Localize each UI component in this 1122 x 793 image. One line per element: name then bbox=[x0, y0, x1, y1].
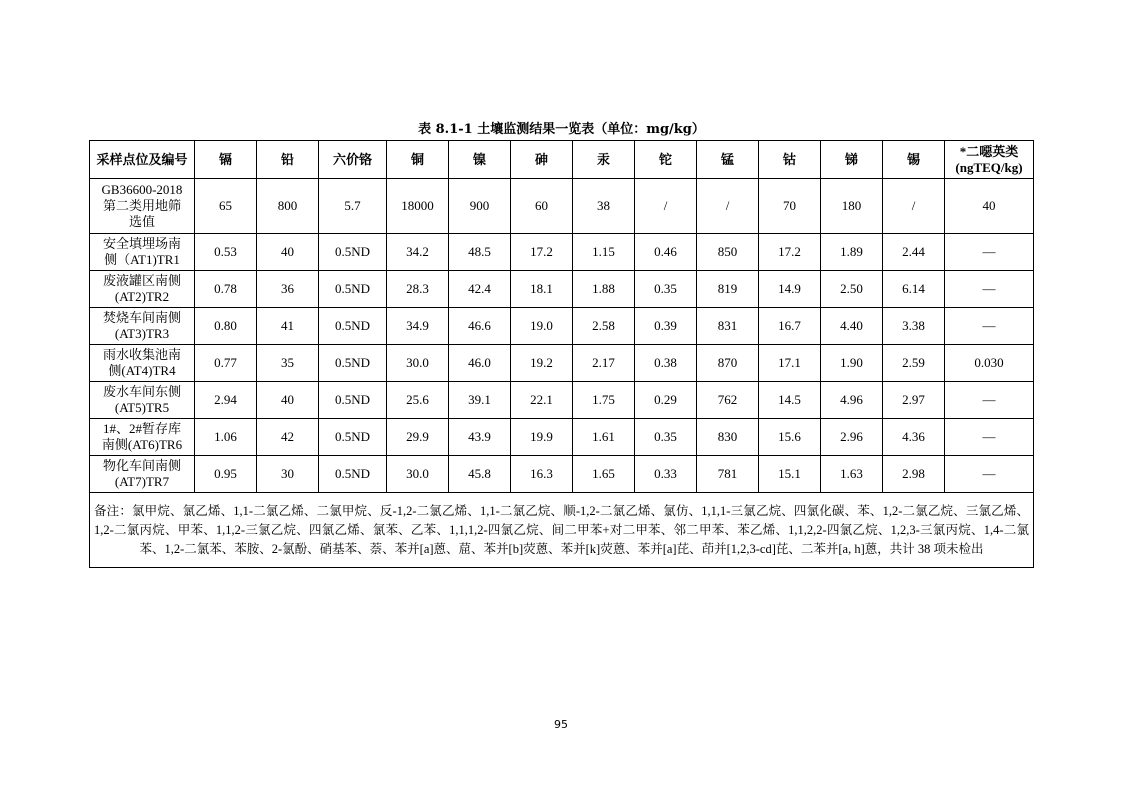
table-cell: 14.5 bbox=[759, 382, 821, 419]
table-cell: 35 bbox=[257, 345, 319, 382]
table-cell: 45.8 bbox=[449, 456, 511, 493]
table-cell: 30.0 bbox=[387, 345, 449, 382]
table-cell: 850 bbox=[697, 234, 759, 271]
table-cell: 38 bbox=[573, 179, 635, 234]
table-cell: 19.9 bbox=[511, 419, 573, 456]
table-cell: 70 bbox=[759, 179, 821, 234]
header-column: 铅 bbox=[257, 141, 319, 179]
table-row bbox=[90, 382, 1034, 419]
table-cell: 65 bbox=[195, 179, 257, 234]
row-label: 雨水收集池南 侧(AT4)TR4 bbox=[90, 345, 195, 382]
note-row bbox=[90, 493, 1034, 568]
table-cell: — bbox=[945, 419, 1034, 456]
table-cell: 17.2 bbox=[759, 234, 821, 271]
table-cell: 1.63 bbox=[821, 456, 883, 493]
table-cell: 0.030 bbox=[945, 345, 1034, 382]
table-cell: 0.5ND bbox=[319, 382, 387, 419]
table-cell: 2.50 bbox=[821, 271, 883, 308]
table-cell: 5.7 bbox=[319, 179, 387, 234]
table-row bbox=[90, 345, 1034, 382]
table-cell: 18000 bbox=[387, 179, 449, 234]
header-column: 铜 bbox=[387, 141, 449, 179]
table-cell: 762 bbox=[697, 382, 759, 419]
table-cell: 46.6 bbox=[449, 308, 511, 345]
table-cell: 2.44 bbox=[883, 234, 945, 271]
header-column: 钴 bbox=[759, 141, 821, 179]
table-cell: 1.06 bbox=[195, 419, 257, 456]
table-cell: 1.75 bbox=[573, 382, 635, 419]
header-column: *二噁英类 (ngTEQ/kg) bbox=[945, 141, 1034, 179]
table-cell: 40 bbox=[945, 179, 1034, 234]
table-cell: 30.0 bbox=[387, 456, 449, 493]
header-column: 六价铬 bbox=[319, 141, 387, 179]
table-cell: 1.15 bbox=[573, 234, 635, 271]
table-cell: 4.96 bbox=[821, 382, 883, 419]
header-column: 锰 bbox=[697, 141, 759, 179]
row-label: GB36600-2018 第二类用地筛 选值 bbox=[90, 179, 195, 234]
table-cell: 19.0 bbox=[511, 308, 573, 345]
table-cell: 43.9 bbox=[449, 419, 511, 456]
table-cell: — bbox=[945, 456, 1034, 493]
table-cell: 0.95 bbox=[195, 456, 257, 493]
row-label: 废液罐区南侧 (AT2)TR2 bbox=[90, 271, 195, 308]
table-row bbox=[90, 419, 1034, 456]
table-cell: 40 bbox=[257, 382, 319, 419]
table-caption: 表 8.1-1 土壤监测结果一览表（单位：mg/kg） bbox=[418, 122, 705, 137]
table-cell: 2.17 bbox=[573, 345, 635, 382]
table-cell: 2.97 bbox=[883, 382, 945, 419]
table-cell: 46.0 bbox=[449, 345, 511, 382]
table-cell: 29.9 bbox=[387, 419, 449, 456]
table-cell: 0.5ND bbox=[319, 234, 387, 271]
table-cell: 2.58 bbox=[573, 308, 635, 345]
table-cell: 0.33 bbox=[635, 456, 697, 493]
row-label: 1#、2#暂存库 南侧(AT6)TR6 bbox=[90, 419, 195, 456]
table-cell: 0.35 bbox=[635, 271, 697, 308]
row-label: 物化车间南侧 (AT7)TR7 bbox=[90, 456, 195, 493]
header-row bbox=[90, 141, 1034, 179]
table-cell: 1.61 bbox=[573, 419, 635, 456]
table-cell: 2.96 bbox=[821, 419, 883, 456]
table-cell: / bbox=[883, 179, 945, 234]
header-column: 铊 bbox=[635, 141, 697, 179]
table-cell: 900 bbox=[449, 179, 511, 234]
table-cell: — bbox=[945, 382, 1034, 419]
table-cell: 0.5ND bbox=[319, 456, 387, 493]
table-cell: 41 bbox=[257, 308, 319, 345]
table-cell: 0.39 bbox=[635, 308, 697, 345]
table-cell: 42 bbox=[257, 419, 319, 456]
table-cell: 0.38 bbox=[635, 345, 697, 382]
table-cell: 0.5ND bbox=[319, 419, 387, 456]
table-note: 备注：氯甲烷、氯乙烯、1,1-二氯乙烯、二氯甲烷、反-1,2-二氯乙烯、1,1-二氯乙烷、顺-1,2-二氯乙烯、氯仿、1,1,1-三氯乙烷、四氯化碳、苯、1,2-二氯乙烷、三氯乙烯、1,2-二氯丙烷、甲苯、1,1,2-三氯乙烷、四氯乙烯、氯苯、乙苯、1,1,1,2-四氯乙烷、间二甲苯+对二甲苯、邻二甲苯、苯乙烯、1,1,2,2-四氯乙烷、1,2,3-三氯丙烷、1,4-二氯苯、1,2-二氯苯、苯胺、2-氯酚、硝基苯、萘、苯并[a]蒽、䓛、苯并[b]荧蒽、苯并[k]荧蒽、苯并[a]芘、茚并[1,2,3-cd]芘、二苯并[a, h]蒽，共计 38 项未检出 bbox=[90, 493, 1034, 568]
table-cell: 34.2 bbox=[387, 234, 449, 271]
table-cell: 0.5ND bbox=[319, 345, 387, 382]
table-cell: 2.98 bbox=[883, 456, 945, 493]
table-cell: 0.5ND bbox=[319, 308, 387, 345]
table-cell: 6.14 bbox=[883, 271, 945, 308]
header-column: 镍 bbox=[449, 141, 511, 179]
row-label: 废水车间东侧 (AT5)TR5 bbox=[90, 382, 195, 419]
table-cell: 40 bbox=[257, 234, 319, 271]
table-row bbox=[90, 234, 1034, 271]
header-column: 镉 bbox=[195, 141, 257, 179]
table-cell: 22.1 bbox=[511, 382, 573, 419]
table-cell: 2.94 bbox=[195, 382, 257, 419]
table-cell: 3.38 bbox=[883, 308, 945, 345]
table-cell: — bbox=[945, 271, 1034, 308]
table-cell: 15.6 bbox=[759, 419, 821, 456]
row-label: 安全填埋场南 侧（AT1)TR1 bbox=[90, 234, 195, 271]
soil-monitoring-table bbox=[89, 140, 1034, 568]
row-label: 焚烧车间南侧 (AT3)TR3 bbox=[90, 308, 195, 345]
table-cell: 0.35 bbox=[635, 419, 697, 456]
table-cell: 2.59 bbox=[883, 345, 945, 382]
table-cell: 819 bbox=[697, 271, 759, 308]
table-cell: 60 bbox=[511, 179, 573, 234]
header-column: 砷 bbox=[511, 141, 573, 179]
table-cell: 0.78 bbox=[195, 271, 257, 308]
table-cell: 42.4 bbox=[449, 271, 511, 308]
table-cell: 4.40 bbox=[821, 308, 883, 345]
table-cell: 870 bbox=[697, 345, 759, 382]
table-cell: 0.53 bbox=[195, 234, 257, 271]
table-cell: 30 bbox=[257, 456, 319, 493]
table-cell: 0.80 bbox=[195, 308, 257, 345]
table-cell: 1.88 bbox=[573, 271, 635, 308]
table-cell: 830 bbox=[697, 419, 759, 456]
table-cell: 18.1 bbox=[511, 271, 573, 308]
header-sampling-point: 采样点位及编号 bbox=[90, 141, 195, 179]
table-cell: 25.6 bbox=[387, 382, 449, 419]
header-column: 汞 bbox=[573, 141, 635, 179]
header-column: 锑 bbox=[821, 141, 883, 179]
table-cell: — bbox=[945, 234, 1034, 271]
table-cell: 0.29 bbox=[635, 382, 697, 419]
standard-row bbox=[90, 179, 1034, 234]
table-cell: 0.77 bbox=[195, 345, 257, 382]
page-number: 95 bbox=[554, 718, 568, 731]
table-cell: 17.2 bbox=[511, 234, 573, 271]
table-cell: 15.1 bbox=[759, 456, 821, 493]
table-cell: 36 bbox=[257, 271, 319, 308]
table-cell: 19.2 bbox=[511, 345, 573, 382]
table-cell: 781 bbox=[697, 456, 759, 493]
table-cell: 831 bbox=[697, 308, 759, 345]
table-cell: 800 bbox=[257, 179, 319, 234]
table-cell: 1.90 bbox=[821, 345, 883, 382]
table-cell: 16.7 bbox=[759, 308, 821, 345]
table-cell: 0.5ND bbox=[319, 271, 387, 308]
table-cell: / bbox=[697, 179, 759, 234]
table-cell: 34.9 bbox=[387, 308, 449, 345]
table-row bbox=[90, 271, 1034, 308]
table-cell: 4.36 bbox=[883, 419, 945, 456]
table-cell: 14.9 bbox=[759, 271, 821, 308]
table-cell: 17.1 bbox=[759, 345, 821, 382]
table-cell: 1.89 bbox=[821, 234, 883, 271]
table-cell: — bbox=[945, 308, 1034, 345]
table-row bbox=[90, 456, 1034, 493]
table-cell: 48.5 bbox=[449, 234, 511, 271]
table-cell: 0.46 bbox=[635, 234, 697, 271]
table-cell: 16.3 bbox=[511, 456, 573, 493]
table-cell: / bbox=[635, 179, 697, 234]
table-cell: 180 bbox=[821, 179, 883, 234]
table-cell: 28.3 bbox=[387, 271, 449, 308]
table-cell: 39.1 bbox=[449, 382, 511, 419]
table-cell: 1.65 bbox=[573, 456, 635, 493]
header-column: 锡 bbox=[883, 141, 945, 179]
table-row bbox=[90, 308, 1034, 345]
